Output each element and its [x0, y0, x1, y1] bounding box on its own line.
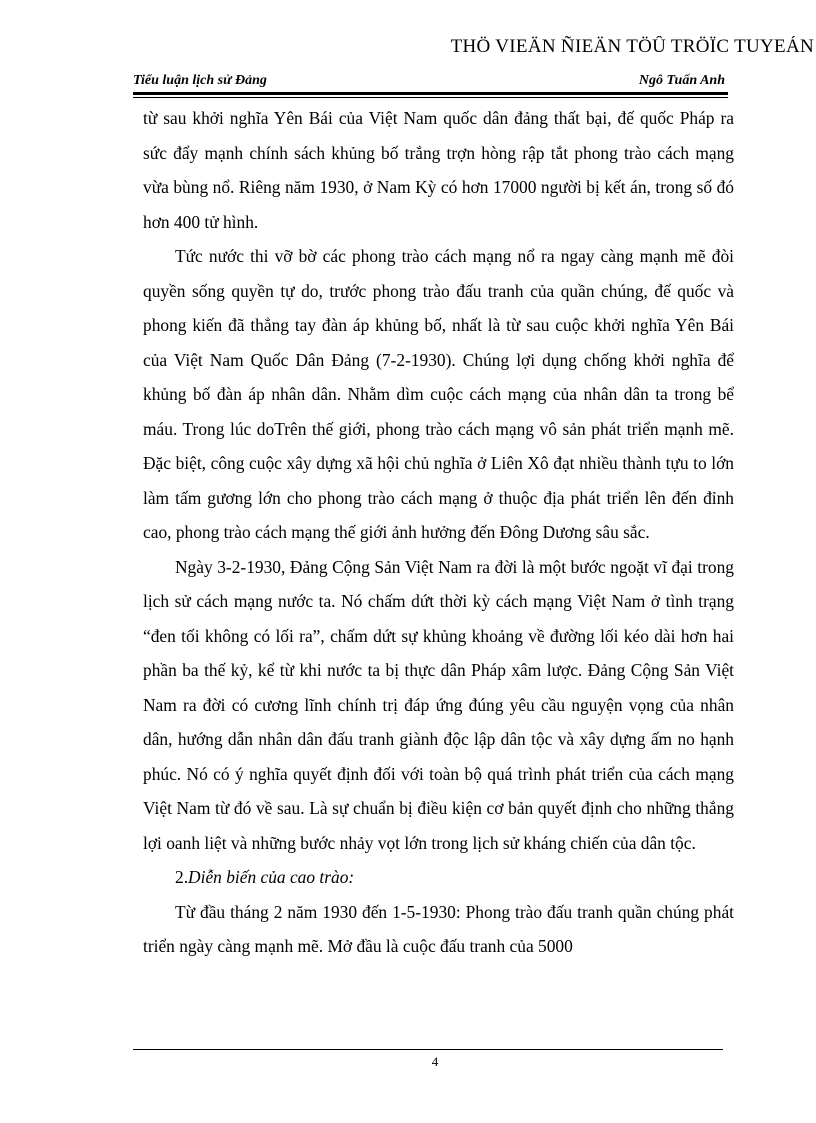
- library-watermark: THÖ VIEÄN ÑIEÄN TÖÛ TRÖÏC TUYEÁN: [450, 36, 814, 57]
- section-heading: [143, 860, 734, 895]
- header-author: Ngô Tuấn Anh: [638, 73, 725, 88]
- page-header: [133, 73, 728, 91]
- paragraph: Ngày 3-2-1930, Đảng Cộng Sản Việt Nam ra đời là một bước ngoặt vĩ đại trong lịch sử cách mạng nước ta. Nó chấm dứt thời kỳ cách mạng Việt Nam ở tình trạng “đen tối không có lối ra”, chấm dứt sự khủng khoảng về đường lối kéo dài hơn hai phần ba thế kỷ, kể từ khi nước ta bị thực dân Pháp xâm lược. Đảng Cộng Sản Việt Nam ra đời có cương lĩnh chính trị đáp ứng đúng yêu cầu nguyện vọng của nhân dân, hướng dẫn nhân dân đấu tranh giành độc lập dân tộc và xây dựng ấm no hạnh phúc. Nó có ý nghĩa quyết định đối với toàn bộ quá trình phát triển của cách mạng Việt Nam từ đó về sau. Là sự chuẩn bị điều kiện cơ bản quyết định cho những thắng lợi oanh liệt và những bước nhảy vọt lớn trong lịch sử kháng chiến của dân tộc.: [143, 556, 734, 853]
- paragraph: Từ đầu tháng 2 năm 1930 đến 1-5-1930: Phong trào đấu tranh quần chúng phát triển ngày càng mạnh mẽ. Mở đầu là cuộc đấu tranh của 5000: [143, 901, 734, 956]
- document-body: [143, 101, 734, 1021]
- section-title: Diễn biến của cao trào:: [188, 867, 355, 887]
- header-document-title: Tiểu luận lịch sử Đảng: [133, 73, 267, 88]
- header-rule-thin: [133, 97, 728, 98]
- header-rule-thick: [133, 92, 728, 95]
- paragraph: Tức nước thi vỡ bờ các phong trào cách mạng nổ ra ngay càng mạnh mẽ đòi quyền sống quyền tự do, trước phong trào đấu tranh của quần chúng, đế quốc và phong kiến đã thẳng tay đàn áp khủng bố, nhất là từ sau cuộc khởi nghĩa Yên Bái của Việt Nam Quốc Dân Đảng (7-2-1930). Chúng lợi dụng chống khởi nghĩa để khủng bố đàn áp nhân dân. Nhằm dìm cuộc cách mạng của nhân dân ta trong bể máu. Trong lúc doTrên thế giới, phong trào cách mạng vô sản phát triển mạnh mẽ. Đặc biệt, công cuộc xây dựng xã hội chủ nghĩa ở Liên Xô đạt nhiều thành tựu to lớn làm tấm gương lớn cho phong trào cách mạng ở thuộc địa phát triển lên đến đỉnh cao, phong trào cách mạng thế giới ảnh hưởng đến Đông Dương sâu sắc.: [143, 246, 734, 542]
- page-number: 4: [431, 1054, 439, 1069]
- section-number: 2.: [175, 867, 189, 887]
- footer-rule: [133, 1049, 723, 1050]
- paragraph-continuation: từ sau khởi nghĩa Yên Bái của Việt Nam quốc dân đảng thất bại, đế quốc Pháp ra sức đẩy mạnh chính sách khủng bố trắng trợn hòng rập tắt phong trào cách mạng vừa bùng nổ. Riêng năm 1930, ở Nam Kỳ có hơn 17000 người bị kết án, trong số đó hơn 400 tử hình.: [143, 108, 734, 232]
